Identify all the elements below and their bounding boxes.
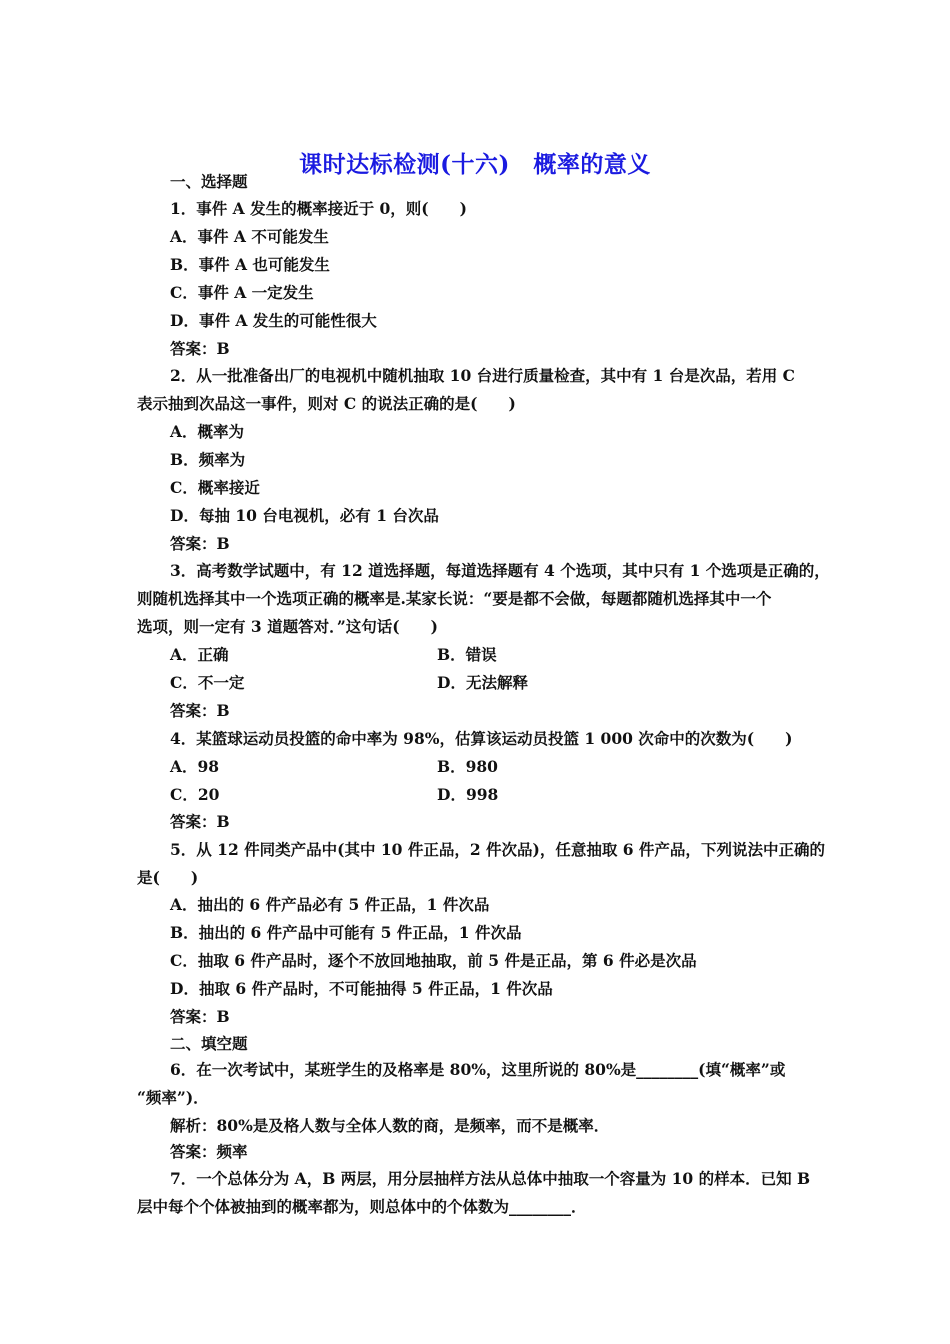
question-4-options-row1 — [170, 757, 860, 777]
question-6-stem-line1: 6．在一次考试中，某班学生的及格率是 80%，这里所说的 80%是________(填“概率”或 — [170, 1060, 786, 1079]
question-3-options-row2 — [170, 673, 860, 693]
question-2-option-d: D．每抽 10 台电视机，必有 1 台次品 — [170, 506, 439, 525]
question-7-stem-line2: 层中每个个体被抽到的概率都为，则总体中的个体数为________． — [137, 1197, 587, 1216]
question-1-stem: 1．事件 A 发生的概率接近于 0，则( ) — [170, 199, 467, 218]
question-5-option-a: A．抽出的 6 件产品必有 5 件正品，1 件次品 — [170, 895, 490, 914]
question-3-stem-line2: 则随机选择其中一个选项正确的概率是.某家长说：“要是都不会做，每题都随机选择其中一个 — [137, 589, 772, 608]
section-heading-fill: 二、填空题 — [170, 1034, 248, 1053]
question-1-option-b: B．事件 A 也可能发生 — [170, 255, 330, 274]
question-4-answer: 答案：B — [170, 812, 230, 831]
question-5-stem-line1: 5．从 12 件同类产品中(其中 10 件正品，2 件次品)，任意抽取 6 件产品，下列说法中正确的 — [170, 840, 825, 859]
section-heading-choice: 一、选择题 — [170, 172, 248, 191]
question-3-option-b: B．错误 — [437, 645, 497, 664]
question-5-stem-line2: 是( ) — [137, 868, 199, 887]
question-5-option-b: B．抽出的 6 件产品中可能有 5 件正品，1 件次品 — [170, 923, 522, 942]
question-4-option-c: C．20 — [170, 785, 220, 804]
question-6-answer: 答案：频率 — [170, 1142, 248, 1161]
question-3-option-a: A．正确 — [170, 645, 229, 664]
question-4-options-row2 — [170, 785, 860, 805]
question-1-option-d: D．事件 A 发生的可能性很大 — [170, 311, 377, 330]
question-2-option-a: A．概率为 — [170, 422, 245, 441]
question-6-stem-line2: “频率”)． — [137, 1088, 209, 1107]
question-4-option-d: D．998 — [437, 785, 499, 804]
question-7-stem-line1: 7．一个总体分为 A，B 两层，用分层抽样方法从总体中抽取一个容量为 10 的样本．已知 B — [170, 1169, 811, 1188]
question-2-option-c: C．概率接近 — [170, 478, 260, 497]
question-3-option-d: D．无法解释 — [437, 673, 528, 692]
question-1-option-c: C．事件 A 一定发生 — [170, 283, 314, 302]
question-1-option-a: A．事件 A 不可能发生 — [170, 227, 329, 246]
page-title: 课时达标检测(十六) 概率的意义 — [299, 151, 651, 178]
question-3-option-c: C．不一定 — [170, 673, 245, 692]
question-5-option-d: D．抽取 6 件产品时，不可能抽得 5 件正品，1 件次品 — [170, 979, 553, 998]
question-6-analysis: 解析：80%是及格人数与全体人数的商，是频率，而不是概率． — [170, 1116, 610, 1135]
question-2-option-b: B．频率为 — [170, 450, 246, 469]
question-5-answer: 答案：B — [170, 1007, 230, 1026]
question-3-stem-line1: 3．高考数学试题中，有 12 道选择题，每道选择题有 4 个选项，其中只有 1 个选项是正确的， — [170, 561, 830, 580]
question-3-answer: 答案：B — [170, 701, 230, 720]
question-4-option-b: B．980 — [437, 757, 498, 776]
question-2-stem-line1: 2．从一批准备出厂的电视机中随机抽取 10 台进行质量检查，其中有 1 台是次品，若用 C — [170, 366, 795, 385]
question-1-answer: 答案：B — [170, 339, 230, 358]
question-2-answer: 答案：B — [170, 534, 230, 553]
question-4-stem: 4．某篮球运动员投篮的命中率为 98%，估算该运动员投篮 1 000 次命中的次数为( ) — [170, 729, 793, 748]
question-4-option-a: A．98 — [170, 757, 220, 776]
question-3-stem-line3: 选项，则一定有 3 道题答对．”这句话( ) — [137, 617, 438, 636]
question-3-options-row1 — [170, 645, 860, 665]
question-5-option-c: C．抽取 6 件产品时，逐个不放回地抽取，前 5 件是正品，第 6 件必是次品 — [170, 951, 697, 970]
question-2-stem-line2: 表示抽到次品这一事件，则对 C 的说法正确的是( ) — [137, 394, 516, 413]
